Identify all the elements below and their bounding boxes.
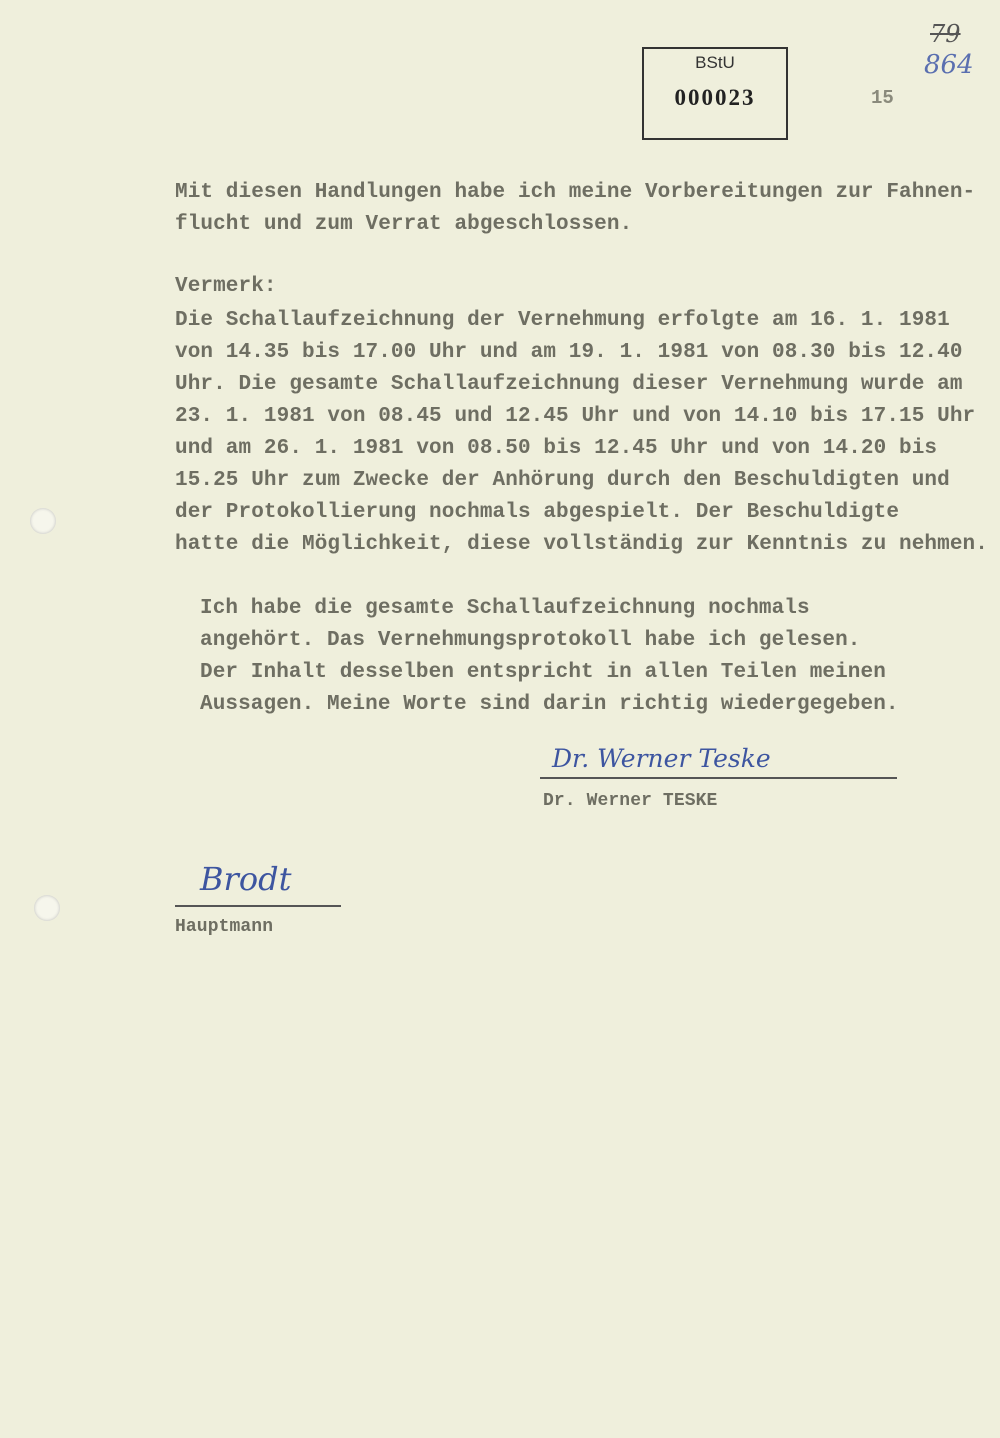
folio-current: 864 [924, 50, 974, 80]
intro-line: flucht und zum Verrat abgeschlossen. [175, 213, 633, 236]
punch-hole [34, 895, 60, 921]
punch-hole [30, 508, 56, 534]
signature-accused: Dr. Werner Teske [552, 744, 771, 773]
statement-line: angehört. Das Vernehmungsprotokoll habe ich gelesen. [200, 629, 861, 652]
bstu-stamp [642, 47, 788, 140]
note-line: der Protokollierung nochmals abgespielt. Der Beschuldigte [175, 501, 900, 524]
statement-line: Ich habe die gesamte Schallaufzeichnung nochmals [200, 597, 810, 620]
page-number: 15 [871, 87, 894, 109]
signature-line [175, 905, 341, 907]
folio-crossed: 79 [930, 20, 961, 48]
signature-line [540, 777, 897, 779]
stamp-label: BStU [695, 53, 735, 72]
signature-officer: Brodt [200, 860, 292, 898]
note-line: und am 26. 1. 1981 von 08.50 bis 12.45 Uhr und von 14.20 bis [175, 437, 938, 460]
note-line: von 14.35 bis 17.00 Uhr und am 19. 1. 1981 von 08.30 bis 12.40 [175, 341, 963, 364]
note-line: hatte die Möglichkeit, diese vollständig zur Kenntnis zu nehmen. [175, 533, 988, 556]
note-line: 15.25 Uhr zum Zwecke der Anhörung durch den Beschuldigten und [175, 469, 950, 492]
intro-line: Mit diesen Handlungen habe ich meine Vorbereitungen zur Fahnen- [175, 181, 976, 204]
stamp-number: 000023 [674, 85, 756, 110]
statement-line: Aussagen. Meine Worte sind darin richtig wiedergegeben. [200, 693, 899, 716]
accused-name: Dr. Werner TESKE [543, 791, 718, 811]
officer-rank: Hauptmann [175, 917, 274, 937]
note-line: Uhr. Die gesamte Schallaufzeichnung dieser Vernehmung wurde am [175, 373, 963, 396]
note-line: Die Schallaufzeichnung der Vernehmung erfolgte am 16. 1. 1981 [175, 309, 950, 332]
note-heading: Vermerk: [175, 275, 277, 298]
note-line: 23. 1. 1981 von 08.45 und 12.45 Uhr und von 14.10 bis 17.15 Uhr [175, 405, 976, 428]
statement-line: Der Inhalt desselben entspricht in allen Teilen meinen [200, 661, 886, 684]
